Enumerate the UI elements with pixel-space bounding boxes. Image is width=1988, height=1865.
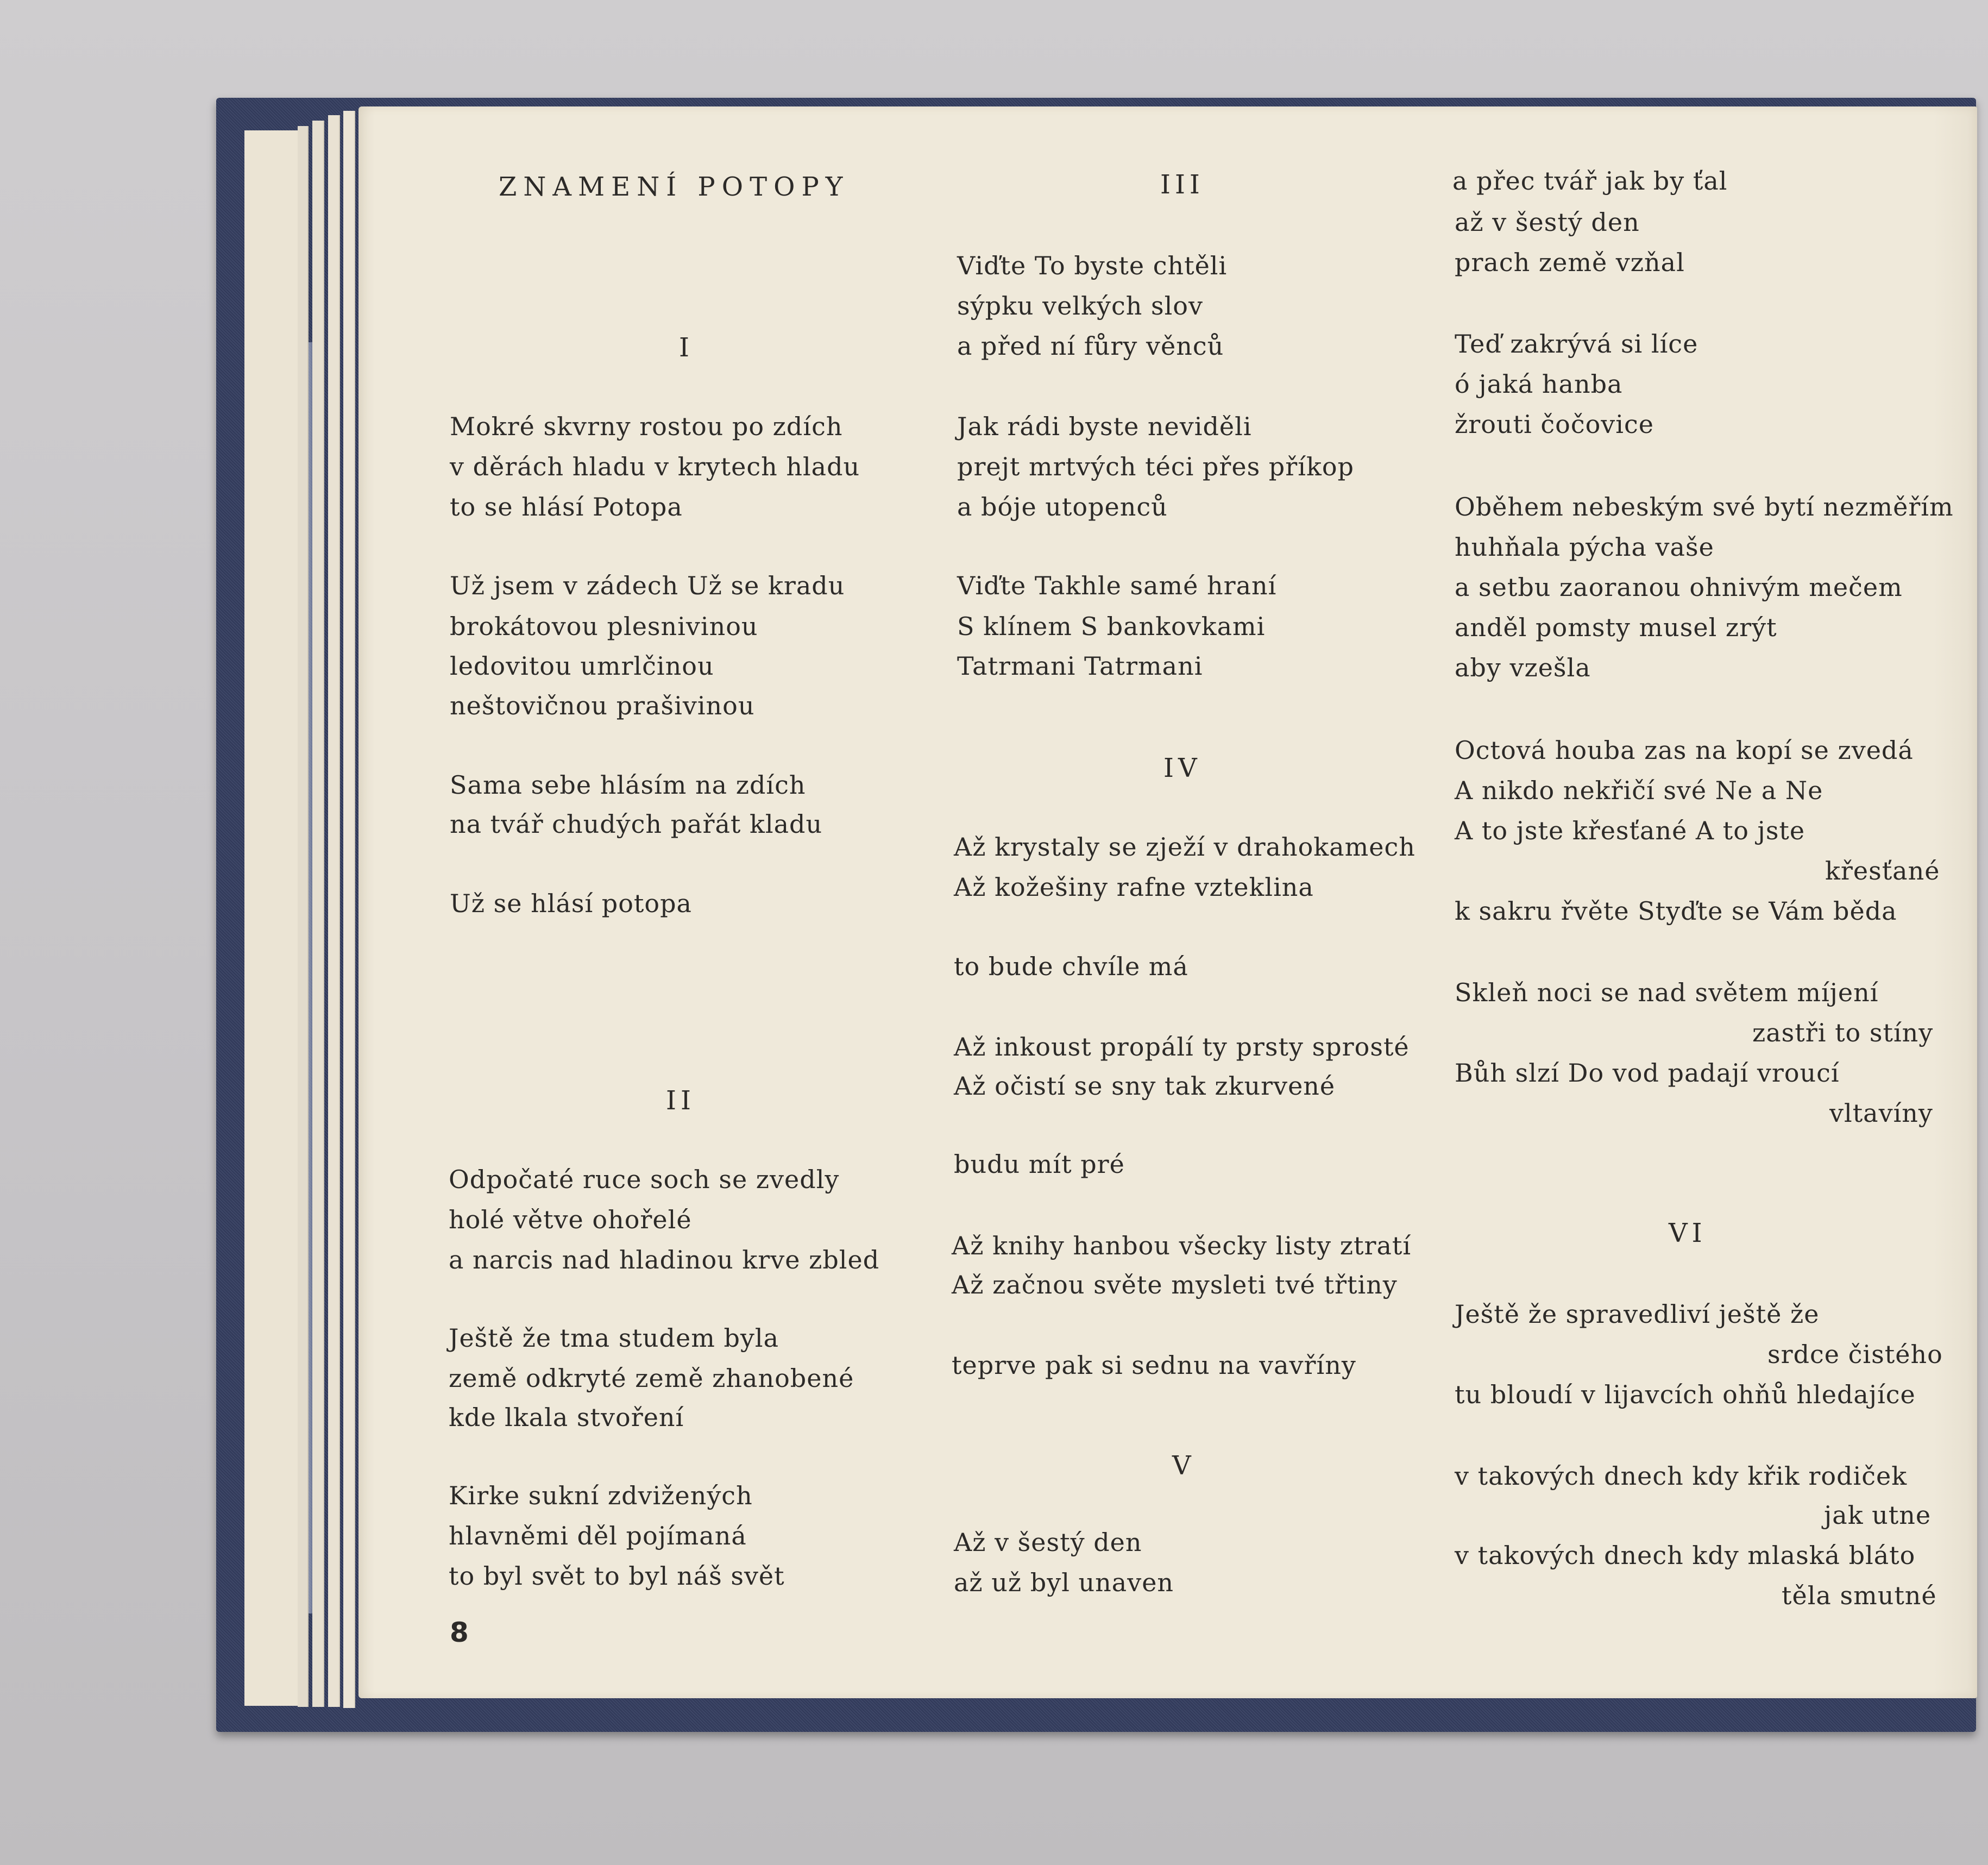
poem-line: Až v šestý den: [954, 1528, 1142, 1557]
poem-line: Už se hlásí potopa: [450, 889, 692, 918]
poem-line: v takových dnech kdy křik rodiček: [1455, 1461, 1908, 1491]
poem-line: vltavíny: [1829, 1098, 1933, 1128]
poem-line: aby vzešla: [1455, 653, 1591, 682]
poem-line: Viďte To byste chtěli: [957, 251, 1228, 280]
poem-title: ZNAMENÍ POTOPY: [499, 172, 850, 202]
poem-line: kde lkala stvoření: [449, 1403, 684, 1432]
poem-line: Oběhem nebeským své bytí nezměřím: [1455, 492, 1954, 522]
poem-line: Odpočaté ruce soch se zvedly: [449, 1165, 840, 1194]
poem-line: anděl pomsty musel zrýt: [1455, 613, 1777, 642]
previous-page-edge: [244, 130, 304, 1706]
poem-line: země odkryté země zhanobené: [449, 1364, 854, 1393]
poem-line: Tatrmani Tatrmani: [957, 651, 1203, 681]
poem-line: až už byl unaven: [954, 1568, 1174, 1597]
poem-line: Až kožešiny rafne vzteklina: [954, 872, 1314, 902]
poem-line: to bude chvíle má: [954, 952, 1188, 981]
poem-line: Mokré skvrny rostou po zdích: [450, 412, 843, 441]
section-number: V: [1172, 1450, 1196, 1481]
poem-line: Jak rádi byste neviděli: [957, 412, 1252, 441]
page-edge: [298, 126, 309, 1707]
poem-line: Až krystaly se zježí v drahokamech: [954, 832, 1415, 862]
section-number: I: [679, 332, 694, 363]
section-number: III: [1160, 169, 1204, 200]
section-number: II: [666, 1085, 695, 1116]
poem-line: na tvář chudých pařát kladu: [450, 809, 823, 839]
poem-line: prach země vzňal: [1455, 248, 1685, 277]
poem-line: to byl svět to byl náš svět: [449, 1561, 785, 1591]
page-number: 8: [450, 1617, 469, 1648]
poem-line: v děrách hladu v krytech hladu: [450, 452, 860, 481]
page-edge: [312, 121, 324, 1707]
poem-line: k sakru řvěte Styďte se Vám běda: [1455, 896, 1897, 926]
poem-line: a přec tvář jak by ťal: [1452, 166, 1728, 196]
poem-line: Teď zakrývá si líce: [1455, 329, 1698, 359]
poem-line: Sama sebe hlásím na zdích: [450, 770, 806, 800]
poem-line: a narcis nad hladinou krve zbled: [449, 1245, 880, 1274]
poem-line: hlavněmi děl pojímaná: [449, 1521, 747, 1550]
poem-line: Viďte Takhle samé hraní: [957, 571, 1277, 600]
poem-line: budu mít pré: [954, 1150, 1125, 1179]
poem-line: brokátovou plesnivinou: [450, 612, 758, 641]
poem-line: zastři to stíny: [1752, 1018, 1934, 1047]
poem-line: prejt mrtvých téci přes příkop: [957, 452, 1354, 481]
poem-line: A nikdo nekřičí své Ne a Ne: [1455, 776, 1823, 805]
poem-line: v takových dnech kdy mlaská bláto: [1455, 1541, 1916, 1570]
section-number: VI: [1669, 1218, 1707, 1248]
page-edge: [328, 115, 340, 1707]
poem-line: ledovitou umrlčinou: [450, 651, 714, 681]
poem-line: žrouti čočovice: [1455, 410, 1654, 439]
poem-line: Octová houba zas na kopí se zvedá: [1455, 736, 1914, 765]
poem-line: Až inkoust propálí ty prsty sprosté: [954, 1032, 1410, 1062]
poem-line: Kirke sukní zdvižených: [449, 1481, 753, 1510]
poem-line: teprve pak si sednu na vavříny: [952, 1351, 1356, 1380]
poem-line: holé větve ohořelé: [449, 1205, 692, 1234]
poem-line: Skleň noci se nad světem míjení: [1455, 978, 1879, 1007]
poem-line: těla smutné: [1782, 1581, 1937, 1610]
poem-line: a bóje utopenců: [957, 492, 1168, 522]
section-number: IV: [1163, 753, 1201, 783]
poem-line: Už jsem v zádech Už se kradu: [450, 571, 845, 600]
poem-line: tu bloudí v lijavcích ohňů hledajíce: [1455, 1380, 1916, 1409]
poem-line: srdce čistého: [1767, 1340, 1943, 1369]
poem-line: Ještě že spravedliví ještě že: [1455, 1299, 1820, 1329]
poem-line: ó jaká hanba: [1455, 369, 1623, 399]
poem-line: sýpku velkých slov: [957, 291, 1203, 321]
poem-line: až v šestý den: [1455, 208, 1640, 237]
poem-line: a setbu zaoranou ohnivým mečem: [1455, 573, 1903, 602]
poem-line: křesťané: [1825, 856, 1940, 886]
poem-line: S klínem S bankovkami: [957, 612, 1266, 641]
poem-line: Až začnou světe mysleti tvé třtiny: [952, 1270, 1398, 1299]
poem-line: to se hlásí Potopa: [450, 492, 683, 522]
poem-line: A to jste křesťané A to jste: [1455, 816, 1805, 845]
poem-line: neštovičnou prašivinou: [450, 691, 755, 720]
poem-line: Až knihy hanbou všecky listy ztratí: [952, 1231, 1412, 1260]
page-edge: [343, 111, 355, 1708]
poem-line: jak utne: [1824, 1500, 1932, 1530]
poem-line: a před ní fůry věnců: [957, 331, 1224, 361]
poem-line: huhňala pýcha vaše: [1455, 532, 1714, 562]
poem-line: Ještě že tma studem byla: [449, 1323, 779, 1353]
poem-line: Bůh slzí Do vod padají vroucí: [1455, 1058, 1840, 1088]
poem-line: Až očistí se sny tak zkurvené: [954, 1071, 1336, 1101]
